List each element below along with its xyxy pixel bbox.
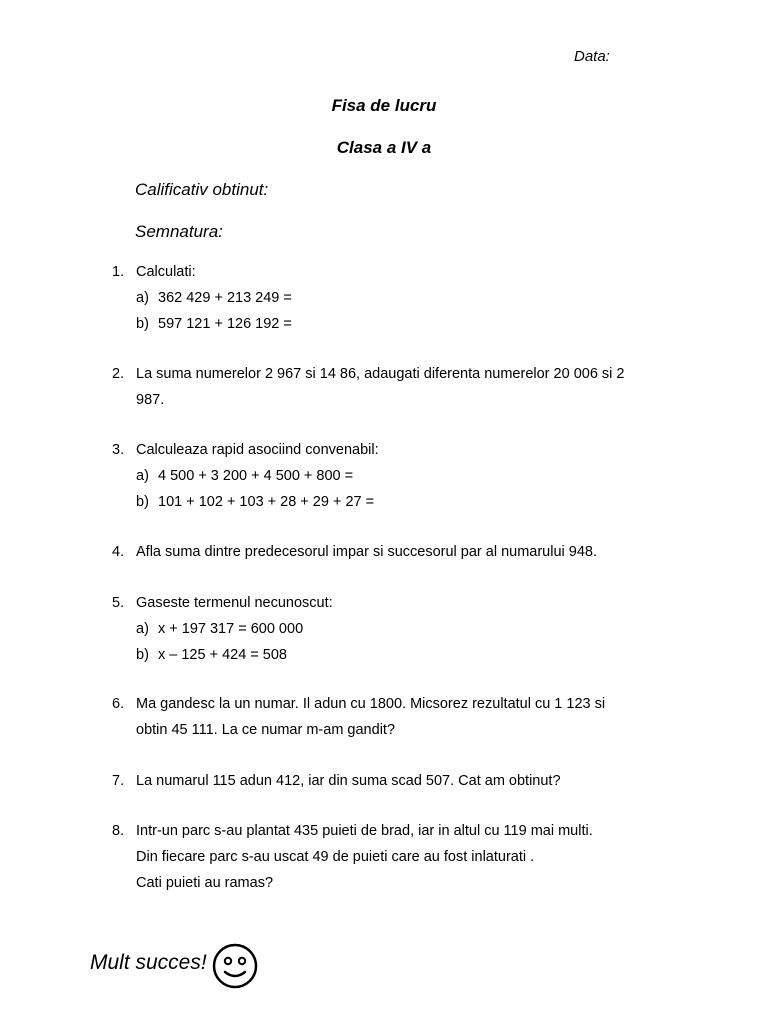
sub-exercise-text: 597 121 + 126 192 = [158, 316, 292, 332]
exercise-number: 3. [112, 442, 125, 458]
exercise-text: Gaseste termenul necunoscut: [136, 595, 333, 611]
sub-exercise [136, 468, 353, 484]
exercise-number: 5. [112, 595, 125, 611]
exercise-text: Ma gandesc la un numar. Il adun cu 1800. Micsorez rezultatul cu 1 123 si [136, 696, 606, 712]
exercise-text: Intr-un parc s-au plantat 435 puieti de brad, iar in altul cu 119 mai multi. [136, 823, 593, 839]
closing-text: Mult succes! [90, 951, 207, 974]
sub-exercise-label: b) [136, 316, 149, 332]
sub-exercise-text: 4 500 + 3 200 + 4 500 + 800 = [158, 468, 354, 484]
sub-exercise-label: b) [136, 647, 149, 663]
exercise-text: Calculeaza rapid asociind convenabil: [136, 442, 379, 458]
exercise-text: La suma numerelor 2 967 si 14 86, adaugati diferenta numerelor 20 006 si 2 [136, 366, 625, 382]
sub-exercise [136, 290, 292, 306]
smiley-face-icon [211, 942, 259, 990]
exercise-text: 987. [136, 392, 165, 408]
exercise-number: 1. [112, 264, 125, 280]
sub-exercise-text: x + 197 317 = 600 000 [158, 621, 304, 637]
class-label: Clasa a IV a [336, 138, 432, 157]
sub-exercise [136, 621, 303, 637]
sub-exercise [136, 494, 374, 510]
exercise-text: Afla suma dintre predecesorul impar si succesorul par al numarului 948. [136, 544, 597, 560]
exercise-text: Cati puieti au ramas? [136, 875, 274, 891]
grade-label: Calificativ obtinut: [135, 180, 269, 199]
signature-label: Semnatura: [135, 222, 223, 241]
sub-exercise [136, 316, 292, 332]
exercise-text: La numarul 115 adun 412, iar din suma scad 507. Cat am obtinut? [136, 773, 561, 789]
exercise-number: 2. [112, 366, 125, 382]
exercise-number: 6. [112, 696, 125, 712]
sub-exercise-text: 362 429 + 213 249 = [158, 290, 292, 306]
exercise-text: Calculati: [136, 264, 196, 280]
exercise-text: Din fiecare parc s-au uscat 49 de puieti care au fost inlaturati . [136, 849, 535, 865]
exercise-number: 7. [112, 773, 125, 789]
sub-exercise-text: x – 125 + 424 = 508 [158, 647, 287, 663]
sub-exercise-label: a) [136, 621, 149, 637]
sub-exercise-label: a) [136, 290, 149, 306]
sub-exercise-label: b) [136, 494, 149, 510]
exercise-text: obtin 45 111. La ce numar m-am gandit? [136, 722, 396, 738]
sub-exercise-text: 101 + 102 + 103 + 28 + 29 + 27 = [158, 494, 375, 510]
exercise-number: 8. [112, 823, 125, 839]
sub-exercise [136, 647, 287, 663]
worksheet-title: Fisa de lucru [331, 96, 437, 115]
exercise-number: 4. [112, 544, 125, 560]
sub-exercise-label: a) [136, 468, 149, 484]
date-label: Data: [574, 48, 610, 65]
